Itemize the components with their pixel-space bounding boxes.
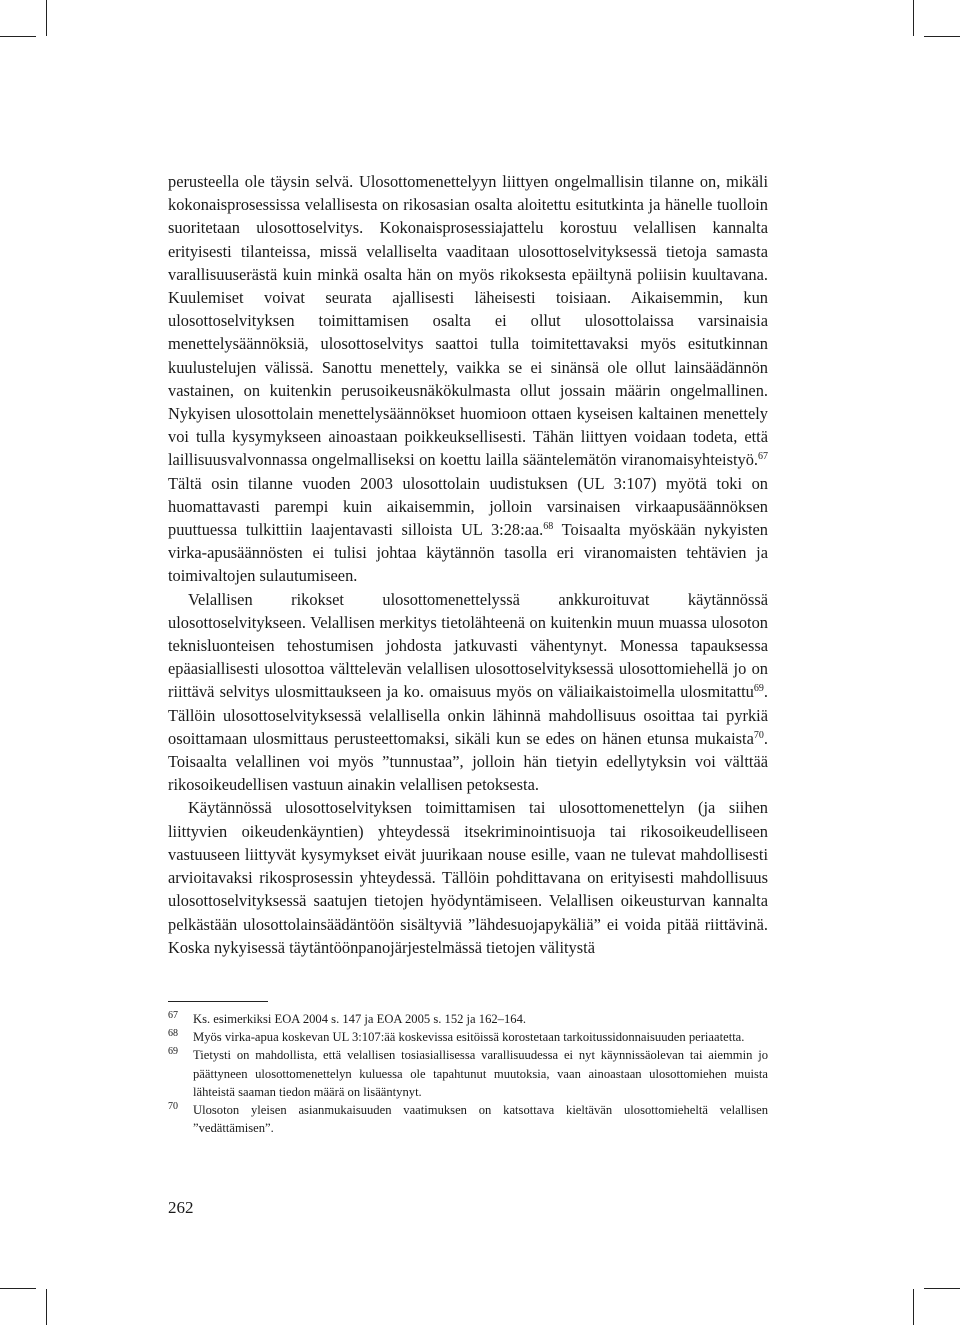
crop-mark-top-left-h <box>0 36 36 37</box>
footnote-number: 70 <box>168 1101 178 1113</box>
page-number: 262 <box>168 1198 194 1217</box>
footnote-69 <box>168 1046 768 1101</box>
footnote-ref-69[interactable]: 69 <box>753 683 764 695</box>
paragraph-2-text-c: . Toisaalta velallinen voi myös ”tunnustaa”, jolloin hän tietyin edellytyksin voi välttää rikosoikeudellisen vastuun ainakin velallisen petoksesta. <box>168 728 768 795</box>
footnote-text: Ks. esimerkiksi EOA 2004 s. 147 ja EOA 2005 s. 152 ja 162–164. <box>193 1012 527 1026</box>
paragraph-1-text-c: Toisaalta myöskään nykyisten virka-apusäännösten ei tulisi johtaa käytännön tasolla eri viranomaisten tehtävien ja toimivaltojen sulautumiseen. <box>168 520 769 586</box>
crop-mark-top-right-h <box>924 36 960 37</box>
crop-mark-top-left-v <box>46 0 47 36</box>
footnote-68 <box>168 1028 768 1046</box>
footnote-ref-70[interactable]: 70 <box>753 729 764 741</box>
footnote-ref-68[interactable]: 68 <box>543 521 554 533</box>
paragraph-1-text-a: perusteella ole täysin selvä. Ulosottomenettelyyn liittyen ongelmallisin tilanne on, mikäli kokonaisprosessissa velallisesta on rikosasian osalta aloitettu esitutkinta ja hänelle tuolloin suoritetaan ulosottoselvitys. Kokonaisprosessiajattelu korostuu velallisen kannalta erityisesti tilanteissa, missä velalliselta vaaditaan ulosottoselvityksessä tietoja samasta varallisuuserästä kuin minkä osalta hän on myös rikoksesta epäiltynä poliisin kuultavana. Kuulemiset voivat seurata ajallisesti läheisesti toisiaan. Aikaisemmin, kun ulosottoselvityksen toimittamisen osalta ei ollut ulosottolaissa varsinaisia menettelysäännöksiä, ulosottoselvitys saattoi tulla toimitettavaksi myös esitutkinnan kuulustelujen välissä. Sanottu menettely, vaikka se ei sinänsä ole ollut lainsäädännön vastainen, on kuitenkin perusoikeusnäkökulmasta ollut jossain määrin ongelmallinen. Nykyisen ulosottolain menettelysäännökset huomioon ottaen kyseisen kaltainen menettely voi tulla kysymykseen ainoastaan poikkeuksellisesti. Tähän liittyen voidaan todeta, että laillisuusvalvonnassa ongelmalliseksi on koettu lailla sääntelemätön viranomaisyhteistyö. <box>168 172 768 470</box>
footnote-67 <box>168 1010 768 1028</box>
paragraph-1-text-b: Tältä osin tilanne vuoden 2003 ulosottolain uudistuksen (UL 3:107) myötä toki on huomattavasti parempi kuin aikaisemmin, jolloin varsinaisen virkaapusäännöksen puuttuessa tulkittiin laajentavasti silloista UL 3:28:aa. <box>168 473 768 540</box>
footnote-text: Tietysti on mahdollista, että velallisen tosiasiallisessa varallisuudessa ei nyt käynnissäolevan tai aiemmin jo päättyneen ulosottomenettelyn kuluessa ole tapahtunut muutoksia, vaan ainoastaan ulosottomiehen muista lähteistä saaman tiedon määrä on lisääntynyt. <box>193 1048 768 1099</box>
paragraph-2-text-a: Velallisen rikokset ulosottomenettelyssä ankkuroituvat käytännössä ulosottoselvitykseen. Velallisen merkitys tietolähteenä on kuitenkin muun muassa ulosoton teknisluonteisen tehostumisen johdosta jatkuvasti vähentynyt. Monessa tapauksessa epäasiallisesti ulosottoa välttelevän velallisen ulosottoselvityksessä ulosottomiehellä jo on riittävä selvitys ulosmittaukseen ja ko. omaisuus myös on väliaikaistoimella ulosmitattu <box>168 589 768 702</box>
footnote-separator <box>168 1001 268 1002</box>
crop-mark-bottom-right-v <box>913 1289 914 1325</box>
footnote-number: 67 <box>168 1010 178 1021</box>
paragraph-2-text-b: . Tällöin ulosottoselvityksessä velallisella onkin lähinnä mahdollisuus osoittaa tai pyrkiä osoittamaan ulosmittaus perusteettomaksi, sikäli kun se edes on hänen etunsa mukaista <box>168 682 768 748</box>
footnote-text: Ulosoton yleisen asianmukaisuuden vaatimuksen on katsottava kieltävän ulosottomieheltä velallisen ”vedättämisen”. <box>193 1103 768 1136</box>
crop-mark-bottom-right-h <box>924 1288 960 1289</box>
paragraph-3: Käytännössä ulosottoselvityksen toimittamisen tai ulosottomenettelyn (ja siihen liittyvien oikeudenkäyntien) yhteydessä itsekriminointisuoja tai rikosoikeudelliseen vastuuseen liittyvät kysymykset eivät juurikaan nouse esille, vaan ne tulevat mahdollisesti arvioitavaksi rikosprosessin yhteydessä. Tällöin pohdittavana on erityisesti mahdollisuus ulosottoselvityksessä saatujen tietojen hyödyntämiseen. Velallisen oikeusturvan kannalta pelkästään ulosottolainsäädäntöön sisältyviä ”lähdesuojapykäliä” ei voida pitää riittävinä. Koska nykyisessä täytäntöönpanojärjestelmässä tietojen välitystä <box>168 798 768 957</box>
footnotes <box>168 1010 768 1137</box>
paragraph-1 <box>168 170 768 588</box>
crop-mark-top-right-v <box>913 0 914 36</box>
paragraph-2 <box>168 588 768 797</box>
footnote-number: 69 <box>168 1046 178 1058</box>
crop-mark-bottom-left-v <box>46 1289 47 1325</box>
footnote-70 <box>168 1101 768 1137</box>
crop-mark-bottom-left-h <box>0 1288 36 1289</box>
page-body <box>168 170 768 959</box>
footnote-number: 68 <box>168 1028 178 1040</box>
footnote-ref-67[interactable]: 67 <box>758 451 768 463</box>
footnote-text: Myös virka-apua koskevan UL 3:107:ää koskevissa esitöissä korostetaan tarkoitussidonnaisuuden periaatetta. <box>193 1030 745 1045</box>
